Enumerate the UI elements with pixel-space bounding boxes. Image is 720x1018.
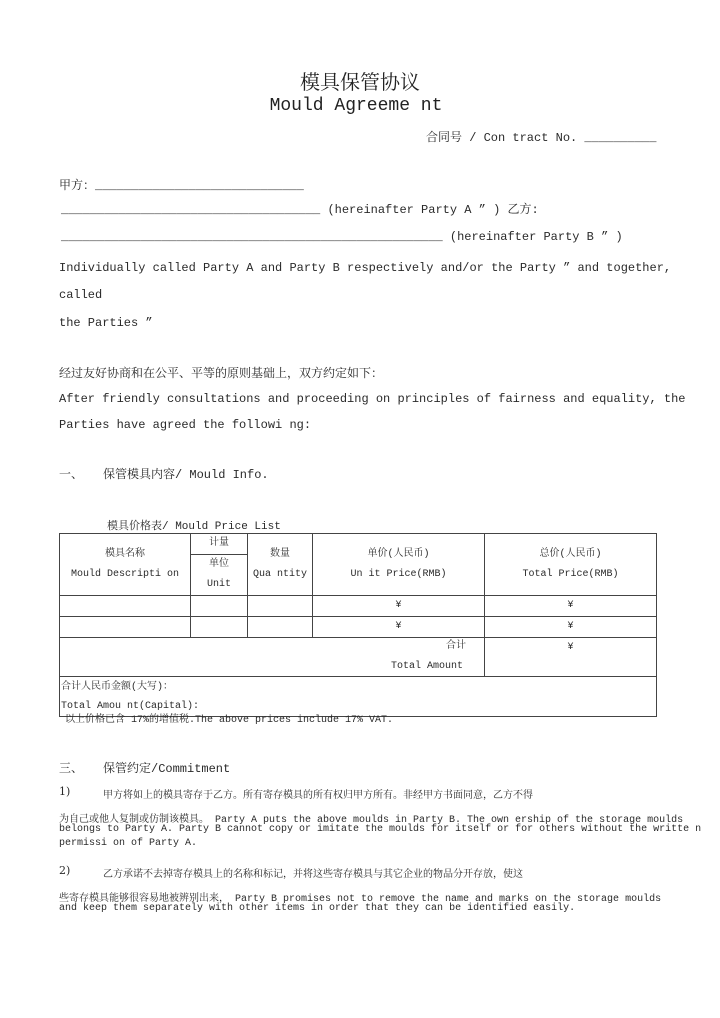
header-total-price xyxy=(485,534,657,596)
item1-number: 1) xyxy=(59,785,71,798)
cell-unit-price: ¥ xyxy=(313,617,485,638)
item2-number: 2) xyxy=(59,864,71,877)
header-unit-en: Unit xyxy=(206,579,231,590)
sum-total-cell: ¥ xyxy=(485,638,657,677)
table-sum-row xyxy=(60,638,657,677)
sum-label-cell xyxy=(60,638,485,677)
header-unit xyxy=(191,534,248,596)
preamble-en-line2: Parties have agreed the followi ng: xyxy=(59,418,312,432)
cell-unit xyxy=(191,617,248,638)
cell-quantity xyxy=(248,617,313,638)
header-quantity-en: Qua ntity xyxy=(252,568,307,580)
individually-text-line1: Individually called Party A and Party B respectively and/or the Party ” and together, xyxy=(59,261,672,275)
header-unit-cn2: 单位 xyxy=(190,554,248,575)
item1-line2: 为自己或他人复制或仿制该模具。 Party A puts the above moulds in Party B. The own ership of the storage moulds xyxy=(59,815,684,826)
header-unit-price xyxy=(313,534,485,596)
header-description xyxy=(60,534,191,596)
section1-heading: 保管模具内容/ Mould Info. xyxy=(103,468,269,482)
header-unit-price-cn: 单价(人民币) xyxy=(367,548,430,560)
cell-total-price: ¥ xyxy=(485,617,657,638)
item2-cn: 乙方承诺不去掉寄存模具上的名称和标记，并将这些寄存模具与其它企业的物品分开存放，使这 xyxy=(103,869,523,880)
header-total-price-en: Total Price(RMB) xyxy=(522,568,619,580)
cell-unit xyxy=(191,596,248,617)
table-row xyxy=(60,617,657,638)
preamble-cn: 经过友好协商和在公平、平等的原则基础上，双方约定如下： xyxy=(59,366,384,380)
header-quantity-cn: 数量 xyxy=(270,548,290,560)
sum-label-cn: 合计 xyxy=(446,641,466,652)
item1-line4: permissi on of Party A. xyxy=(59,838,198,849)
individually-text-line2: called xyxy=(59,288,103,302)
item2-line2: 些寄存模具能够很容易地被辨别出来， Party B promises not to remove the name and marks on the storage moulds xyxy=(59,894,662,905)
vat-note: 以上价格已含 17%的增值税.The above prices include 17% VAT. xyxy=(65,715,394,726)
item2-line3: and keep them separately with other items in order that they can be identified easily. xyxy=(59,903,576,914)
section3-number: 三、 xyxy=(59,761,84,775)
header-unit-cn1: 计量 xyxy=(209,538,229,549)
mould-price-table xyxy=(59,533,657,717)
item1-line3: belongs to Party A. Party B cannot copy or imitate the moulds for itself or for others without the writte n xyxy=(59,824,702,835)
capital-amount-cn: 合计人民币金额(大写)： xyxy=(61,681,174,693)
document-title-cn: 模具保管协议 xyxy=(300,70,420,94)
preamble-en-line1: After friendly consultations and proceeding on principles of fairness and equality, the xyxy=(59,392,686,406)
capital-amount-en: Total Amou nt(Capital): xyxy=(61,700,200,712)
party-a-suffix-line: ____________________________________ (hereinafter Party A ” ) 乙方: xyxy=(61,203,539,217)
section3-heading: 保管约定/Commitment xyxy=(103,762,231,776)
header-total-price-cn: 总价(人民币) xyxy=(539,548,602,560)
party-b-line: _____________________________________________________ (hereinafter Party B ” ) xyxy=(61,230,623,244)
header-unit-price-en: Un it Price(RMB) xyxy=(350,568,447,580)
cell-unit-price: ¥ xyxy=(313,596,485,617)
party-a-line: 甲方：_____________________________ xyxy=(59,179,304,193)
individually-text-line3: the Parties ” xyxy=(59,316,153,330)
table-header-row xyxy=(60,534,657,596)
sum-label-en: Total Amount xyxy=(391,661,464,672)
contract-number: 合同号 / Con tract No. __________ xyxy=(426,131,657,145)
header-description-cn: 模具名称 xyxy=(105,548,145,560)
cell-description xyxy=(60,617,191,638)
header-description-en: Mould Descripti on xyxy=(70,568,180,580)
item1-cn: 甲方将如上的模具寄存于乙方。所有寄存模具的所有权归甲方所有。非经甲方书面同意，乙方不得 xyxy=(103,790,533,801)
document-title-en: Mould Agreeme nt xyxy=(269,96,443,116)
section1-number: 一、 xyxy=(59,467,84,481)
table-row xyxy=(60,596,657,617)
header-quantity xyxy=(248,534,313,596)
cell-description xyxy=(60,596,191,617)
cell-total-price: ¥ xyxy=(485,596,657,617)
price-table-title: 模具价格表/ Mould Price List xyxy=(107,521,281,533)
cell-quantity xyxy=(248,596,313,617)
